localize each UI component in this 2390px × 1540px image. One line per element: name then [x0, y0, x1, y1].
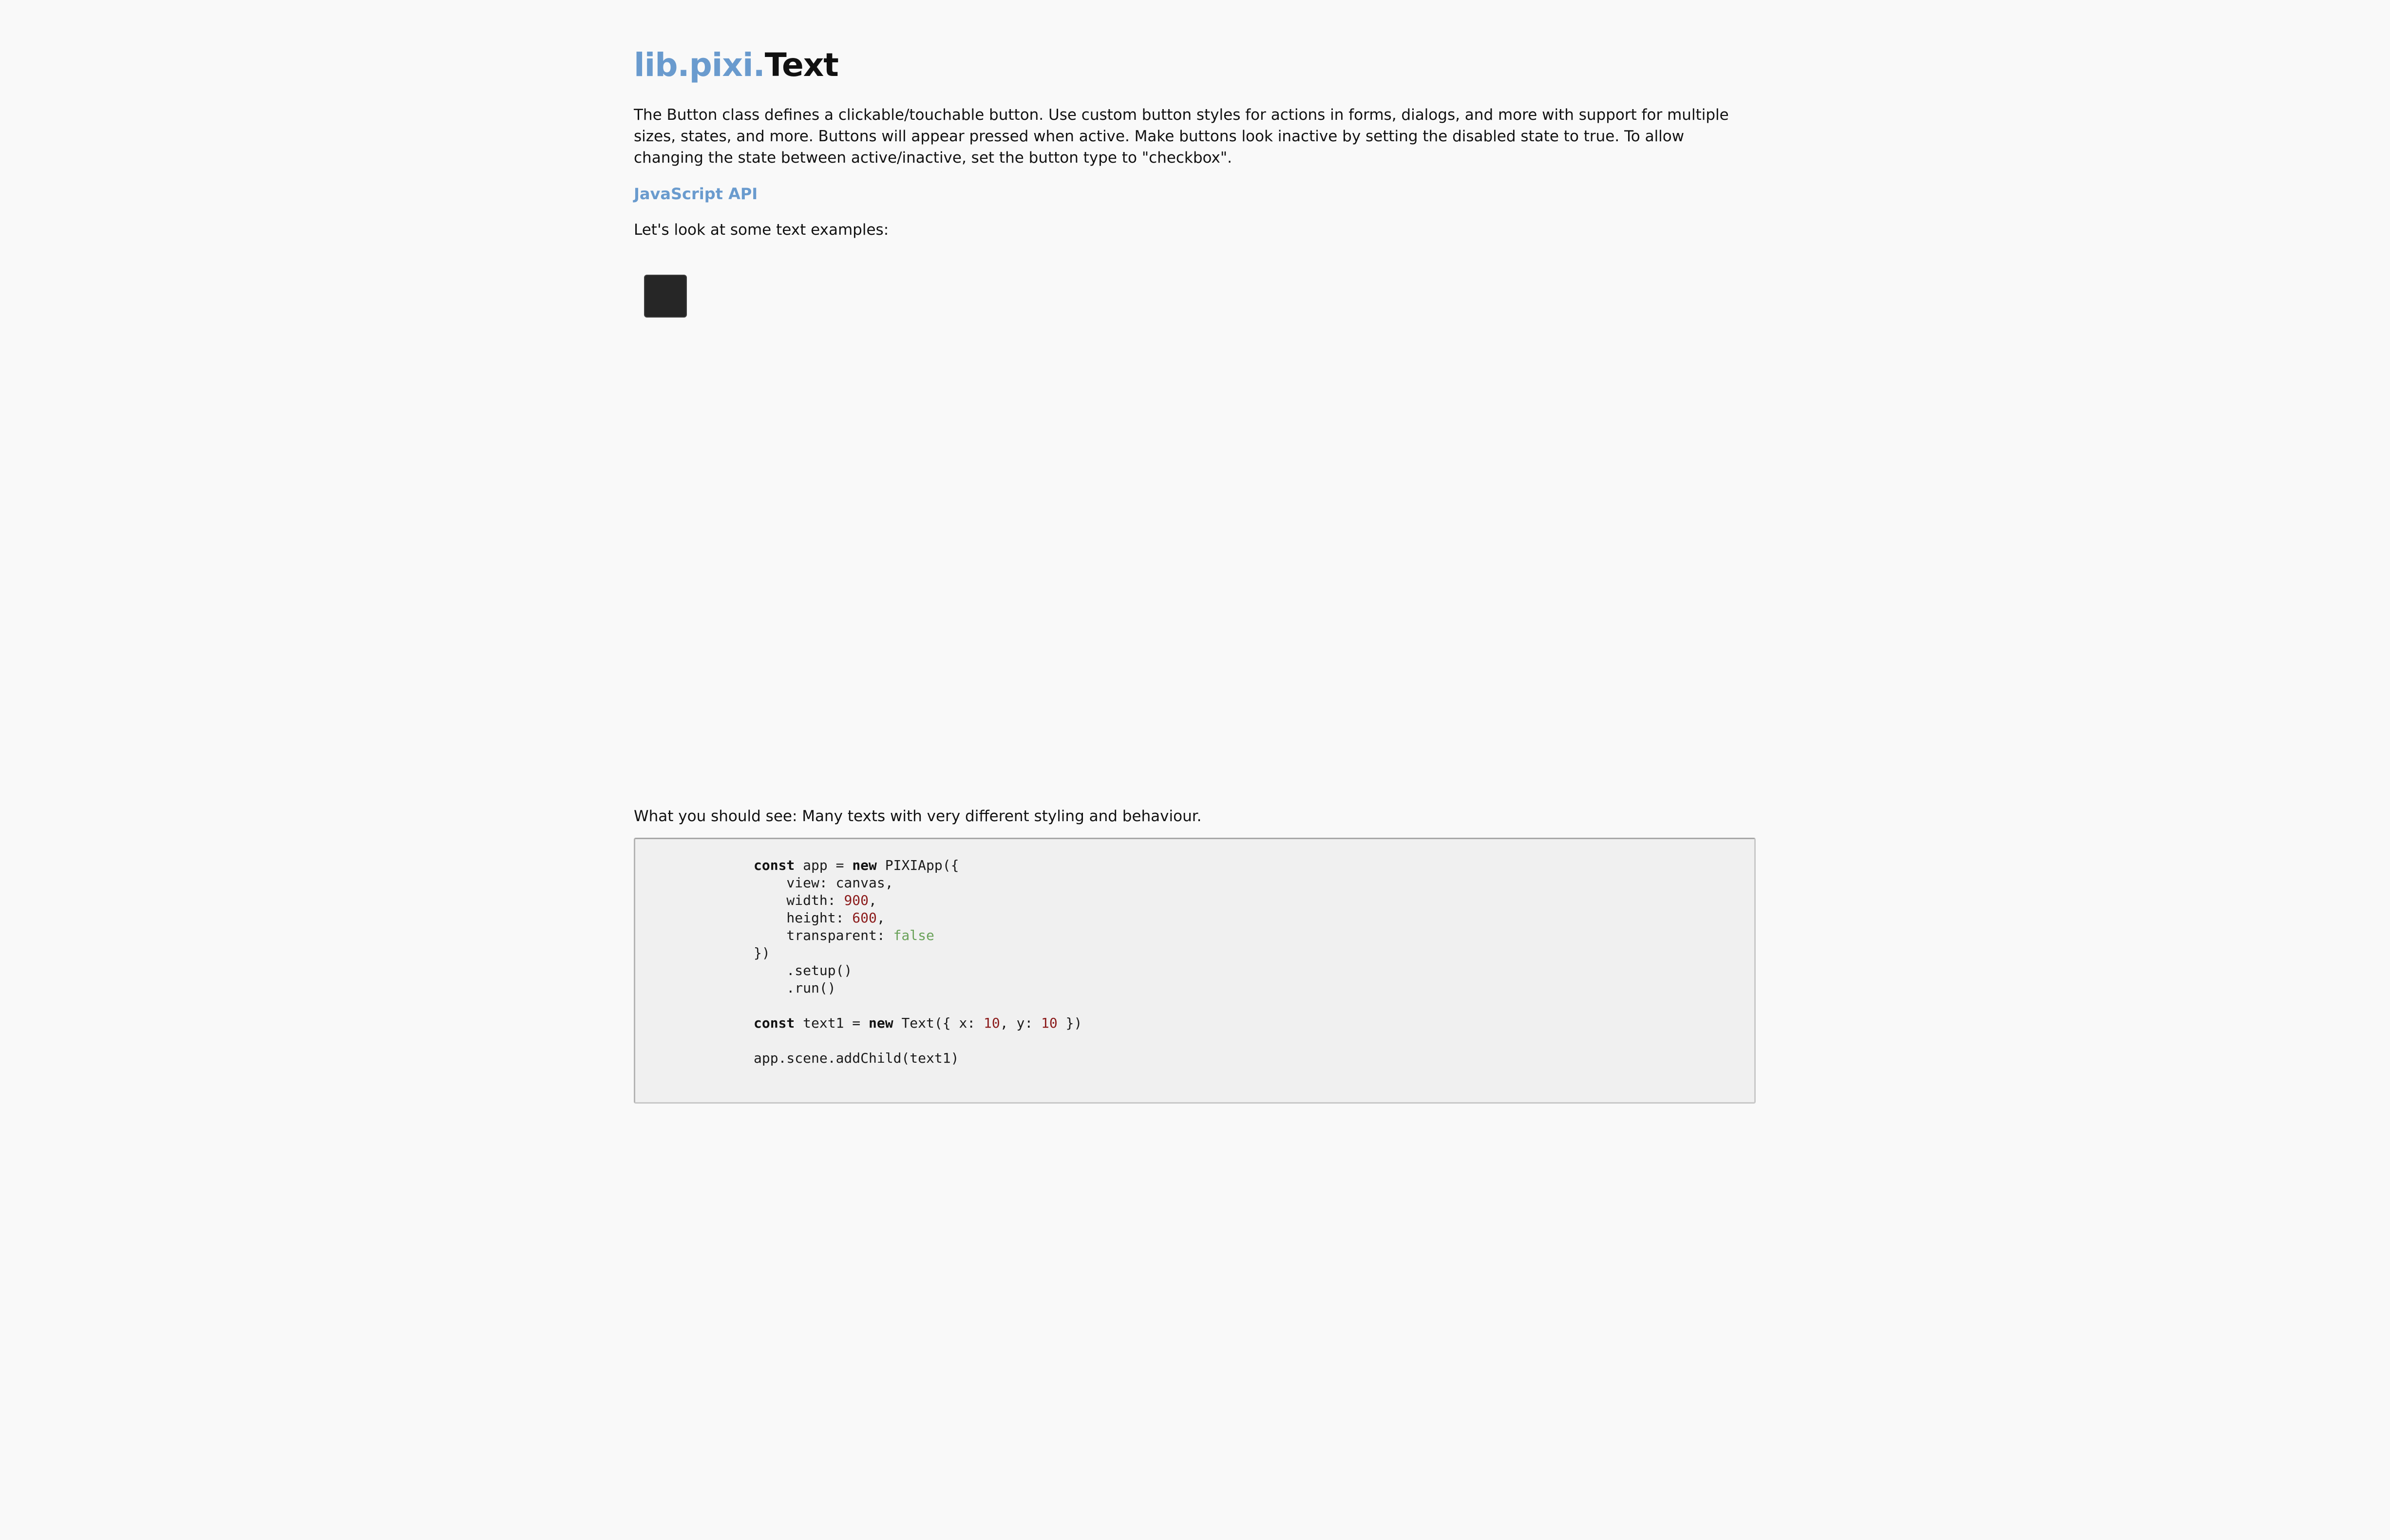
- demo-square: [644, 275, 687, 318]
- code-text: ,: [869, 892, 877, 908]
- code-keyword: const: [754, 857, 795, 873]
- code-keyword: const: [754, 1015, 795, 1031]
- code-text: app =: [795, 857, 853, 873]
- code-number: 900: [844, 892, 869, 908]
- expectation-text: What you should see: Many texts with very different styling and behaviour.: [634, 808, 1202, 825]
- code-text: transparent:: [754, 927, 893, 943]
- code-text: PIXIApp({: [876, 857, 959, 873]
- code-text: view: canvas,: [754, 875, 893, 891]
- intro-description: The Button class defines a clickable/touchable button. Use custom button styles for actions in forms, dialogs, and more with support for multiple sizes, states, and more. Buttons will appear pressed when active. Make buttons look inactive by setting the disabled state to true. To allow changing the state between active/inactive, set the button type to "checkbox".: [634, 106, 1729, 167]
- code-keyword: new: [852, 857, 877, 873]
- code-text: ,: [876, 910, 885, 926]
- code-listing: [754, 857, 1754, 1067]
- page-content: [634, 0, 1756, 1104]
- page-title: [634, 0, 1756, 85]
- code-text: width:: [754, 892, 844, 908]
- code-text: app.scene.addChild(text1): [754, 1050, 959, 1066]
- code-boolean: false: [893, 927, 934, 943]
- demo-canvas[interactable]: [634, 275, 1756, 806]
- code-keyword: new: [869, 1015, 893, 1031]
- code-number: 600: [852, 910, 877, 926]
- code-text: Text({ x:: [893, 1015, 984, 1031]
- code-text: , y:: [1000, 1015, 1042, 1031]
- title-prefix: lib.pixi.: [634, 46, 765, 84]
- code-text: text1 =: [795, 1015, 869, 1031]
- code-text: height:: [754, 910, 853, 926]
- code-text: .setup(): [754, 962, 853, 978]
- javascript-api-link[interactable]: JavaScript API: [634, 185, 758, 203]
- code-block: [634, 838, 1756, 1104]
- examples-lead-text: Let's look at some text examples:: [634, 221, 889, 239]
- title-name: Text: [764, 46, 838, 84]
- code-text: }): [1057, 1015, 1082, 1031]
- code-text: .run(): [754, 980, 836, 996]
- code-number: 10: [1041, 1015, 1058, 1031]
- code-text: }): [754, 945, 770, 961]
- code-number: 10: [984, 1015, 1000, 1031]
